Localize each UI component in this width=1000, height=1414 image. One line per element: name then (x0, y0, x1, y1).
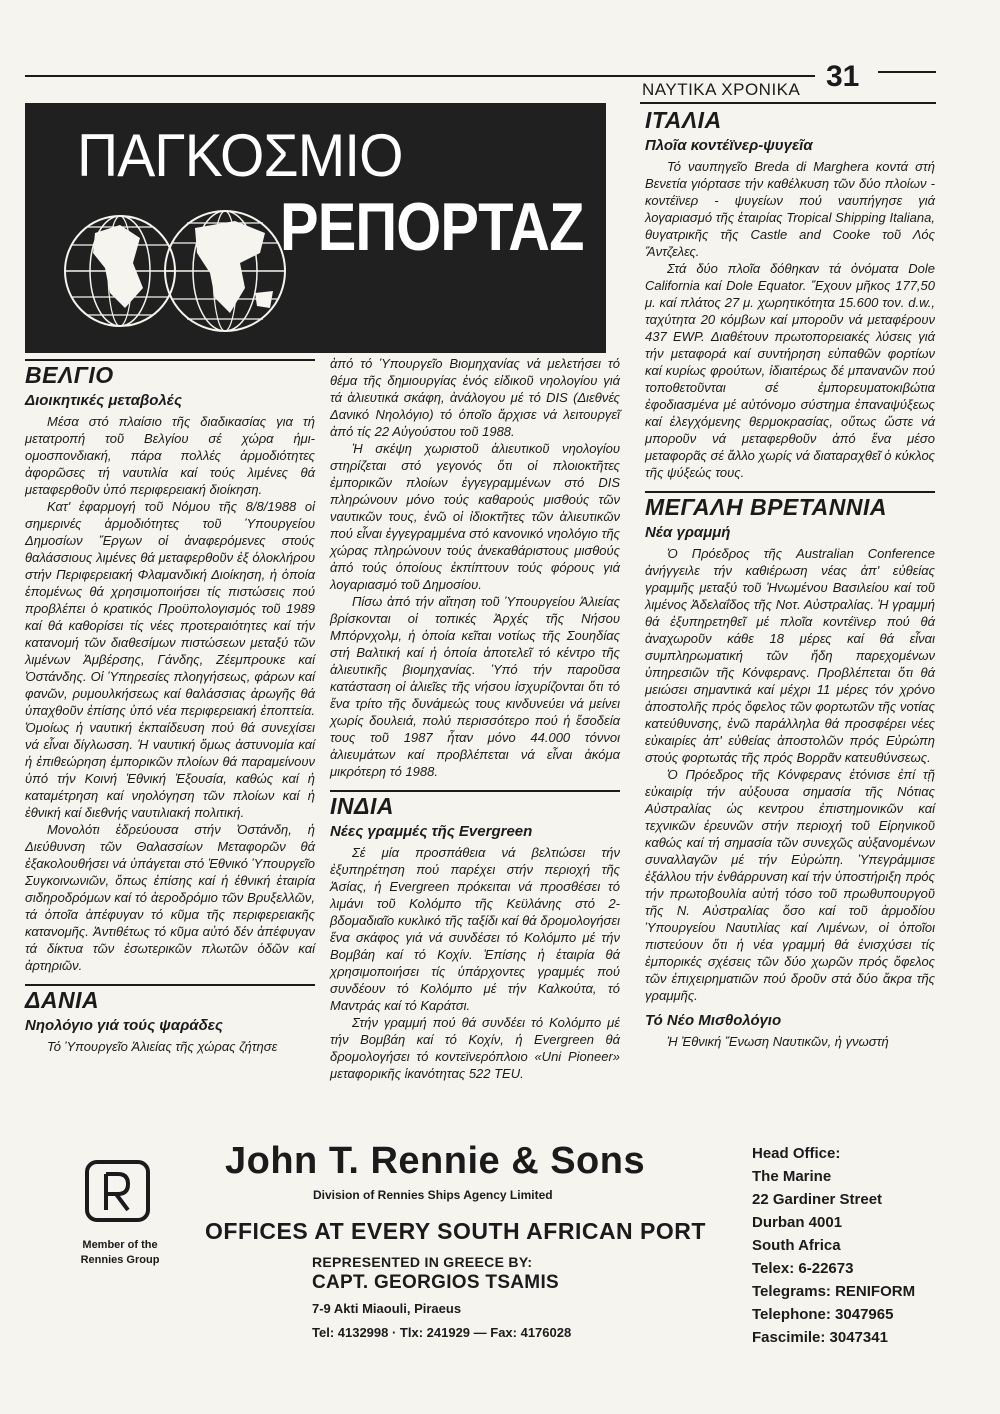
section-title-britain: ΜΕΓΑΛΗ ΒΡΕΤΑΝΝΙΑ (645, 494, 887, 520)
paragraph: Ἡ σκέψη χωριστοῦ ἁλιευτικοῦ νηολογίου στηρίζεται στό γεγονός ὅτι οἱ πλοιοκτῆτες ἐμπορικῶν πλοίων ἐγγεγραμμένων στό DIS πληρώνουν μόνο τούς καθαρούς μισθούς τῶν ναυτικῶν τους, ἐνῶ οἱ ἰδιοκτῆτες τῶν ἁλιευτικῶν πού εἶναι ἐγγεγραμμένα στό κανονικό νηολόγιο τῆς χώρας πληρώνουν τούς ἀνεκαθάριστους μισθούς ἀπό τούς ὁποίους ἐκπίπτουν τούς φόρους γιά λογαριασμό τοῦ Δημοσίου. (330, 441, 620, 592)
header-rule-right (878, 71, 936, 73)
banner-title-line1: ΠΑΓΚΟΣΜΙΟ (77, 122, 403, 189)
paragraph: ἀπό τό Ὑπουργεῖο Βιομηχανίας νά μελετήσει τό θέμα τῆς δημιουργίας ἑνός εἰδικοῦ νηολογίου γιά τά ἁλιευτικά σκάφη, ἀνάλογου μέ τό DIS (Διεθνές Δανικό Νηολόγιο) τό ὁποῖο ἄρχισε νά λειτουργεῖ ἀπό τίς 22 Αὐγούστου τοῦ 1988. (330, 356, 620, 439)
page-number: 31 (826, 60, 860, 93)
subtitle-britain: Νέα γραμμή (645, 524, 731, 541)
company-name: John T. Rennie & Sons (225, 1140, 646, 1182)
paragraph: Κατ' ἐφαρμογή τοῦ Νόμου τῆς 8/8/1988 οἱ σημερινές ἁρμοδιότητες τοῦ Ὑπουργείου Δημοσίων Ἔργων οἱ ἀναφερόμενες στούς θαλάσσιους λιμένες θά μεταφερθοῦν ἐξ ὁλοκλήρου στήν Περιφερειακή Φλαμανδική Διοίκηση, ἡ ὁποία ἑπομένως θά χρησιμοποιήσει τίς πιστώσεις πού προβλέπει ὁ κρατικός Προϋπολογισμός τοῦ 1989 καί θά καθορίσει τίς νέες προτεραιότητες καί τήν κατανομή τῶν διαθεσίμων πιστώσεων μεταξύ τῶν λιμένων Ἀμβέρσης, Γάνδης, Ζέεμπρουκε καί Ὀστάνδης. Οἱ Ὑπηρεσίες πλοηγήσεως, φάρων καί φανῶν, ρυμουλκήσεως καί θαλάσσιας ἀρωγῆς θά ὑπαχθοῦν ἐπίσης ὑπό νέα περιφερειακή ἐποπτεία. Ὁμοίως ἡ ναυτική ἐκπαίδευση πού θά συνεχίσει νά εἶναι δίγλωσση. Ἡ ναυτική ὅμως ἀστυνομία καί ἡ ἐπιθεώρηση ἐμπορικῶν πλοίων θά παραμείνουν ὑπό τήν Κοινή Ἐθνική Ἐξουσία, καθώς καί ἡ καταμέτρηση καί νηολόγηση τῶν πλοίων καί ἡ ἐθνική καί διεθνής ναυτιλιακή πολιτική. (25, 499, 315, 820)
head-office-line: Durban 4001 (752, 1214, 843, 1231)
head-office-line: The Marine (752, 1168, 832, 1185)
captain-name: CAPT. GEORGIOS TSAMIS (312, 1272, 559, 1293)
subtitle-belgio: Διοικητικές μεταβολές (25, 392, 182, 409)
division-text: Division of Rennies Ships Agency Limited (313, 1188, 553, 1202)
banner-title-line2: ΡΕΠΟΡΤΑΖ (280, 189, 584, 265)
section-title-italia: ΙΤΑΛΙΑ (645, 107, 722, 133)
paragraph: Μέσα στό πλαίσιο τῆς διαδικασίας για τή μετατροπή τοῦ Βελγίου σέ χώρα ἡμι-ομοσπονδιακή, πάρα πολλές ἁρμοδιότητες ἀφορῶσες τή ναυτιλία καί τούς λιμένες θά μεταφερθοῦν ὑπό περιφερειακή διοίκηση. (25, 414, 315, 497)
section-title-india: ΙΝΔΙΑ (330, 793, 394, 819)
head-office-line: 22 Gardiner Street (752, 1191, 883, 1208)
section-rule (25, 359, 315, 361)
member-line1: Member of the (82, 1239, 158, 1251)
head-office-line: South Africa (752, 1237, 841, 1254)
paragraph: Ἡ Ἐθνική Ἔνωση Ναυτικῶν, ἡ γνωστή (667, 1034, 889, 1049)
head-office-line: Telephone: 3047965 (752, 1306, 894, 1323)
paragraph: Πίσω ἀπό τήν αἴτηση τοῦ Ὑπουργείου Ἁλιείας βρίσκονται οἱ τοπικές Ἀρχές τῆς Νήσου Μπόρνχολμ, ἡ ὁποία κεῖται νοτίως τῆς Σουηδίας στή Βαλτική καί ἡ ὁποία ἀποτελεῖ τό κέντρο τῆς ἁλιευτικῆς βιομηχανίας. Ὑπό τήν παροῦσα κατάσταση οἱ ἁλιεῖες τῆς νήσου ἰσχυρίζονται ὅτι τό ἕνα τρίτο τῆς δυνάμεώς τους κινδυνεύει νά μείνει χωρίς δουλειά, πολύ περισσότερο πού ἡ ἔσοδεία τους τοῦ 1987 ἦταν μόνο 44.000 τόννοι ἁλιευμάτων καί προβλέπεται νά εἶναι ἀκόμα μικρότερη τό 1988. (330, 594, 620, 779)
paragraph: Στά δύο πλοῖα δόθηκαν τά ὀνόματα Dole California καί Dole Equator. Ἔχουν μῆκος 177,50 μ. καί πλάτος 27 μ. χωρητικότητα 15.600 τον. d.w., ταχύτητα 20 κόμβων καί μποροῦν νά μεταφέρουν 437 EWP. Διαθέτουν πρωτοπορειακές λύσεις γιά τήν μεταφορά καί συντήρηση εὐπαθῶν φορτίων καί κυρίως φρούτων, ἰδιαιτέρως δέ μπανανῶν πού τοποθετοῦνται σέ ἐμπορευματοκιβώτια ἐφοδιασμένα μέ αὐτόνομο σύστημα ἐπαναψύξεως καί ἐλεγχόμενης θερμοκρασίας, οὕτως ὥστε νά μποροῦν νά μεταφερθοῦν ἀπό ἕνα μέσο μεταφορᾶς σέ ἄλλο χωρίς νά διαταραχθεῖ ὁ κύκλος τῆς ψύξεώς τους. (645, 261, 935, 480)
column-2 (330, 355, 620, 1082)
journal-title: ΝΑΥΤΙΚΑ ΧΡΟΝΙΚΑ (642, 80, 801, 99)
rennie-advertisement (25, 1130, 960, 1365)
header-rule-left (25, 75, 815, 77)
header-rule-under (640, 102, 936, 104)
paragraph: Ὁ Πρόεδρος τῆς Κόνφερανς ἐτόνισε ἐπί τῇ εὐκαιρίᾳ τήν αὐξουσα σημασία τῆς Νότιας Αὐστραλίας ὡς κεντρου ἐπιστημονικῶν καί τεχνικῶν ἐρευνῶν στήν περιοχή τοῦ Εἰρηνικοῦ καθώς καί τή σημασία τῶν συνεχῶς αὐξανομένων συναλλαγῶν μέ τήν Εὐρώπη. Ὑπεγράμμισε ἐξάλλου τήν ἐνθάρρυνση καί τήν ὑποστήριξη πρός τήν πρωτοβουλία αὐτή τόσο τοῦ πρωθυπουργοῦ τῆς Ν. Αὐστραλίας ὅσο καί τοῦ ἁρμοδίου Ὑπουργείου Ναυτιλίας καί Λιμένων, οἱ ὁποῖοι πιστεύουν ὅτι ἡ νέα γραμμή θά ἐνισχύσει τίς ἐμπορικές σχέσεις τῶν δύο χωρῶν πρός ὄφελος τῶν ἐπιχειρηματιῶν πού δροῦν στά δύο ἄκρα τῆς γραμμῆς. (645, 767, 935, 1003)
paragraph: Τό Ὑπουργεῖο Ἁλιείας τῆς χώρας ζήτησε (47, 1039, 278, 1054)
address-text: 7-9 Akti Miaouli, Piraeus (312, 1301, 462, 1316)
member-text (65, 1238, 175, 1268)
subtitle-misthologio: Τό Νέο Μισθολόγιο (645, 1012, 782, 1029)
paragraph: Ὁ Πρόεδρος τῆς Australian Conference ἀνήγγειλε τήν καθιέρωση νέας ἀπ' εὐθείας γραμμῆς μεταξύ τοῦ Ἡνωμένου Βασιλείου καί τοῦ λιμένος Ἀδελαΐδος τῆς Νοτ. Αὐστραλίας. Ἡ γραμμή θά ἐξυπηρετηθεῖ μέ πλοῖα κοντέϊνερ πού θά ἀναχωροῦν κάθε 18 μέρες καί θά εἶναι συμπληρωματική τῶν ἤδη παρεχομένων ὑπηρεσιῶν τῆς Κόνφερανς. Προβλέπεται ὅτι θά μειώσει σημαντικά καί μέχρι 11 μέρες τόν χρόνο ἀποστολῆς πρός ὄφελος τῶν φορτωτῶν τῆς νοτίας κατεύθυνσης, ἐνῶ παράλληλα θά προσφέρει νέες εὐκαιρίες ἀπ' εὐθείας ἀποστολῶν πρός Εὐρώπη στούς φορτωτάς τῆς πρός Βορρᾶν κατευθύνσεως. (645, 546, 935, 765)
section-rule (330, 790, 620, 792)
head-office-block (752, 1142, 915, 1349)
paragraph: Μονολότι ἑδρεύουσα στήν Ὀστάνδη, ἡ Διεύθυνση τῶν Θαλασσίων Μεταφορῶν θά ἐξακολουθήσει νά ὑπάγεται στό Ἐθνικό Ὑπουργεῖο Συγκοινωνιῶν, ὅπως ἐπίσης καί ἡ ἐθνική ἑταιρία σιδηροδρόμων καί τό ἀεροδρόμιο τῶν Βρυξελλῶν, τά ὁποῖα ἀπέφυγαν τό κῦμα τῆς περιφερειακῆς κατανομῆς. Ἀντιθέτως τό κῦμα αὐτό δέν ἀπέφυγαν τά δίκτυα τῶν ἐσωτερικῶν πλωτῶν ὁδῶν καί ἀρτηριῶν. (25, 822, 315, 973)
subtitle-india: Νέες γραμμές τῆς Evergreen (330, 823, 533, 840)
section-rule (25, 984, 315, 986)
phones-text: Tel: 4132998 · Tlx: 241929 — Fax: 4176028 (312, 1325, 572, 1340)
head-office-line: Telex: 6-22673 (752, 1260, 854, 1277)
paragraph: Σέ μία προσπάθεια νά βελτιώσει τήν ἐξυπηρέτηση πού παρέχει στήν περιοχή τῆς Ἀσίας, ἡ Evergreen πρόκειται νά προσθέσει τό λιμάνι τοῦ Κολόμπο τῆς Κεϋλάνης στό 2-βδομαδιαῖο κυκλικό τῆς ταξίδι καί θά δρομολογήσει ἕνα σκάφος γιά νά συνδέσει τό Κολόμπο μέ τήν Βομβάη καί τό Κοχίν. Ἐπίσης ἡ ἑταιρία θά χρησιμοποιήσει τίς ὑπάρχοντες γραμμές πού συνδέουν τό Κολόμπο μέ τήν Καλκούτα, τό Μαντράς καί τό Καράτσι. (330, 845, 620, 1013)
paragraph: Τό ναυπηγεῖο Breda di Marghera κοντά στή Βενετία γιόρτασε τήν καθέλκυση τῶν δύο πλοίων - κοντέϊνερ - ψυγείων πού ναυπήγησε γιά λογαριασμό τῆς ἑταιρίας Tropical Shipping Italiana, θυγατρικῆς τῆς Castle and Cooke τοῦ Λός Ἄντζελες. (645, 159, 935, 259)
section-rule (645, 491, 935, 493)
subtitle-italia: Πλοῖα κοντέϊνερ-ψυγεῖα (645, 137, 813, 154)
column-3 (645, 106, 935, 1050)
member-line2: Rennies Group (80, 1254, 160, 1266)
head-office-line: Head Office: (752, 1145, 841, 1162)
world-report-banner (25, 103, 606, 353)
column-1 (25, 355, 315, 1055)
head-office-line: Telegrams: RENIFORM (752, 1283, 916, 1300)
section-title-dania: ΔΑΝΙΑ (25, 987, 100, 1013)
offices-text: OFFICES AT EVERY SOUTH AFRICAN PORT (205, 1218, 706, 1244)
section-title-belgio: ΒΕΛΓΙΟ (25, 362, 114, 388)
head-office-line: Fascimile: 3047341 (752, 1329, 888, 1346)
paragraph: Στήν γραμμή πού θά συνδέει τό Κολόμπο μέ τήν Βομβάη καί τό Κοχίν, ἡ Evergreen θά δρομολογήσει τό κοντεϊνερόπλοιο «Uni Pioneer» μεταφορικῆς ἱκανότητας 522 TEU. (330, 1015, 620, 1081)
rennies-logo-icon (85, 1160, 150, 1222)
represented-text: REPRESENTED IN GREECE BY: (312, 1254, 533, 1270)
subtitle-dania: Νηολόγιο γιά τούς ψαράδες (25, 1017, 223, 1034)
